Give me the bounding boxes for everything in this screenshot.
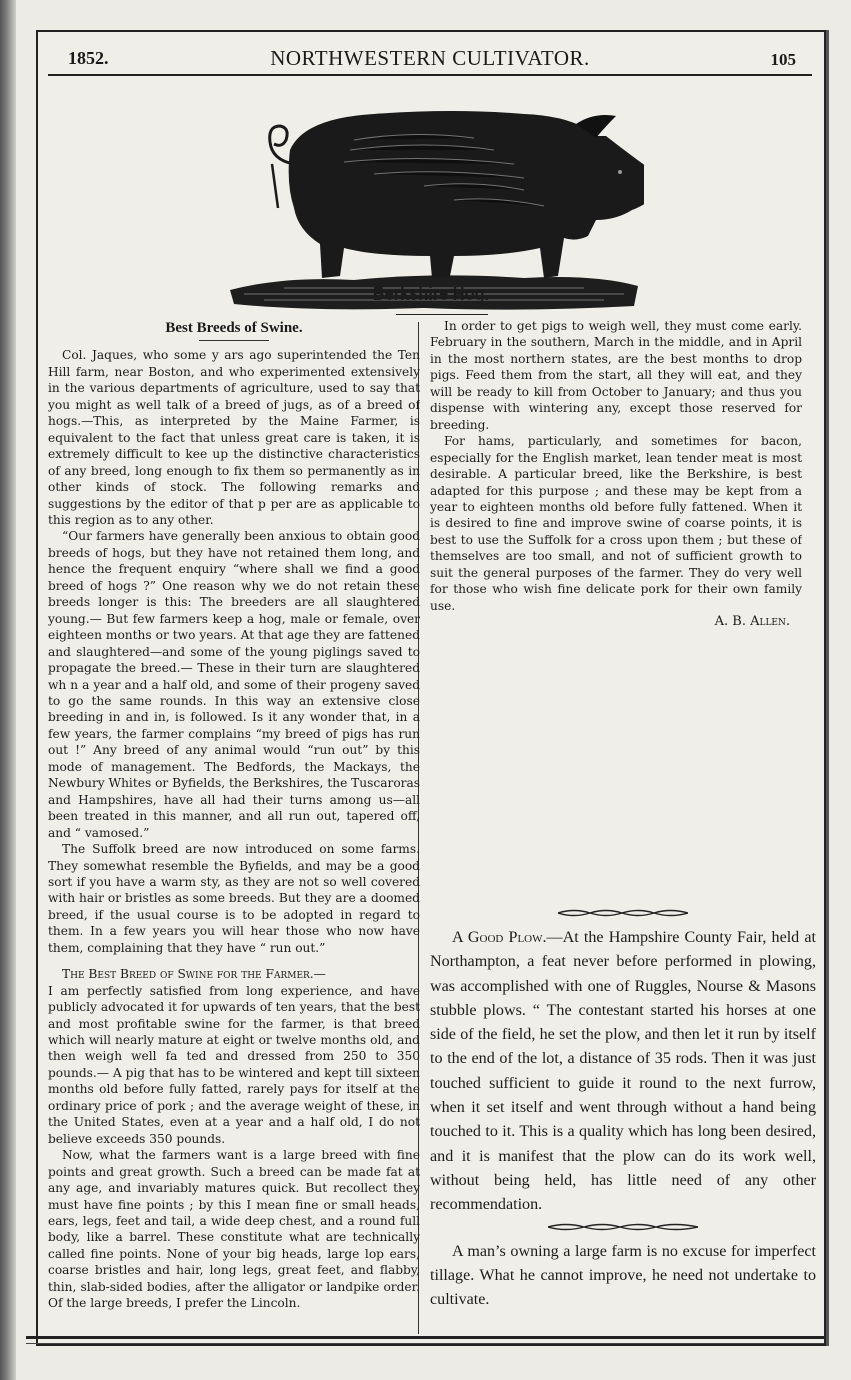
- header-title: NORTHWESTERN CULTIVATOR.: [270, 46, 590, 70]
- illustration-caption: Berkshire Hog.: [372, 284, 490, 305]
- signature: A. B. Allen.: [714, 614, 790, 630]
- caption-rule: [396, 314, 488, 315]
- page-bottom-rule: [26, 1336, 824, 1344]
- paragraph-maxim: A man’s owning a large farm is no excuse for imperfect tillage. What he cannot improve, he need not undertake to cultivate.: [430, 1242, 816, 1309]
- berkshire-hog-engraving: [224, 80, 644, 312]
- paragraph-best-breed-for-farmer: [48, 966, 420, 982]
- title-rule: [199, 340, 269, 341]
- article-title-best-breeds: Best Breeds of Swine.: [165, 320, 303, 336]
- article-lead-best-breed: The Best Breed of Swine for the Farmer.—: [62, 967, 326, 982]
- paragraph: In order to get pigs to weigh well, they must come early. February in the southern, March in the middle, and in April in the most northern states, are the best months to drop pigs. Feed them from the start, all they will eat, and they will be ready to kill from October to January; and thus you dispense with wintering any, except those reserved for breeding.: [430, 319, 802, 432]
- paragraph: For hams, particularly, and sometimes for bacon, especially for the English market, lean tender meat is most desirable. A particular breed, like the Berkshire, is best adapted for this purpose ; and these may be kept from a year to eighteen months old before fully fattened. When it is desired to fine and improve swine of coarse points, it is best to use the Suffolk for a cross upon them ; but these of themselves are too small, and not of sufficient growth to suit the general purposes of the farmer. They do very well for those who wish fine delicate pork for their own family use.: [430, 434, 802, 613]
- header-page-number: 105: [770, 50, 796, 69]
- right-column-large-type: [430, 904, 816, 1340]
- paragraph: Now, what the farmers want is a large breed with fine points and great growth. Such a breed can be made fat at any age, and invariably matures quick. But recollect they must have fine points ; by this I mean fine or small heads, ears, legs, feet and tail, a wide deep chest, and a round full body, like a barrel. These constitute what are technically called fine points. None of your big heads, large lop ears, coarse bristles and hair, long legs, great feet, and flabby, thin, slab-sided bodies, after the alligator or landpike order. Of the large breeds, I prefer the Lincoln.: [48, 1148, 420, 1311]
- paragraph: The Suffolk breed are now introduced on some farms. They somewhat resemble the Byfields, and may be a good sort if you have a warm sty, as they are not so well covered with hair or bristles as some breeds. But they are a doomed breed, if the usual course is to be adopted in regard to them. In a few years you will hear those who now have them, complaining that they have “ run out.”: [48, 842, 420, 955]
- plow-text: —At the Hampshire County Fair, held at Northampton, a feat never before performed in plowing, was accomplished with one of Ruggles, Nourse & Masons stubble plows. “ The contestant started his horses at one side of the field, he set the plow, and then let it run by itself to the end of the lot, a distance of 35 rods. Then it was just touched sufficient to guide it round to the next furrow, when it set itself and went through without a hand being touched to it. This is a quality which has long been desired, and it is manifest that the plow can do its work well, without being held, has little need of any other recommendation.: [430, 929, 816, 1214]
- paragraph-good-plow: [430, 926, 816, 1218]
- left-column: [48, 318, 420, 1338]
- article-lead-good-plow: A Good Plow.: [452, 929, 547, 946]
- right-column: [430, 318, 802, 878]
- ornamental-rule-icon: [548, 1222, 698, 1232]
- paragraph: Col. Jaques, who some y ars ago superintended the Ten Hill farm, near Boston, and who experimented extensively in the various departments of agriculture, used to say that you might as well talk of a breed of jugs, as of a breed of hogs.—This, as interpreted by the Maine Farmer, is equivalent to the fact that unless great care is taken, it is extremely difficult to kee up the distinctive characteristics of any breed, long enough to fix them so permanently as in other kinds of stock. The following remarks and suggestions by the editor of that p per are as applicable to this region as to any other.: [48, 348, 420, 527]
- ornamental-rule-icon: [558, 908, 688, 918]
- scan-binding-edge: [0, 0, 16, 1380]
- running-head: [48, 46, 812, 76]
- paragraph: “Our farmers have generally been anxious to obtain good breeds of hogs, but they have not retained them long, and hence the frequent enquiry “where shall we find a good breed of hogs ?” One reason why we do not retain these breeds longer is this: The breeders are all slaughtered young.— But few farmers keep a hog, male or female, over eighteen months or two years. At that age they are fattened and slaughtered—and some of the young piglings saved to propagate the breed.— These in their turn are slaughtered wh n a year and a half old, and some of their progeny saved to go the same rounds. In this way an extensive close breeding in and in, is followed. Is it any wonder that, in a few years, the farmer complains “my breed of pigs has run out !” Any breed of any animal would “run out” by this mode of management. The Bedfords, the Mackays, the Newbury Whites or Byfields, the Berkshires, the Tuscaroras and Hampshires, have all had their turns among us—all been treated in this manner, and all run out, tapered off, and “ vamosed.”: [48, 529, 420, 840]
- paragraph: I am perfectly satisfied from long experience, and have publicly advocated it for upwards of ten years, that the best and most profitable swine for the farmer, is that breed which will nearly mature at eight or twelve months old, and then weigh well fa ted and dressed from 250 to 350 pounds.— A pig that has to be wintered and kept till sixteen months old before fully fatted, rarely pays for itself at the ordinary price of pork ; and the average weight of these, in the United States, even at a year and a half old, I do not believe exceeds 350 pounds.: [48, 983, 420, 1146]
- header-year: 1852.: [68, 48, 109, 68]
- newspaper-page: [36, 30, 826, 1346]
